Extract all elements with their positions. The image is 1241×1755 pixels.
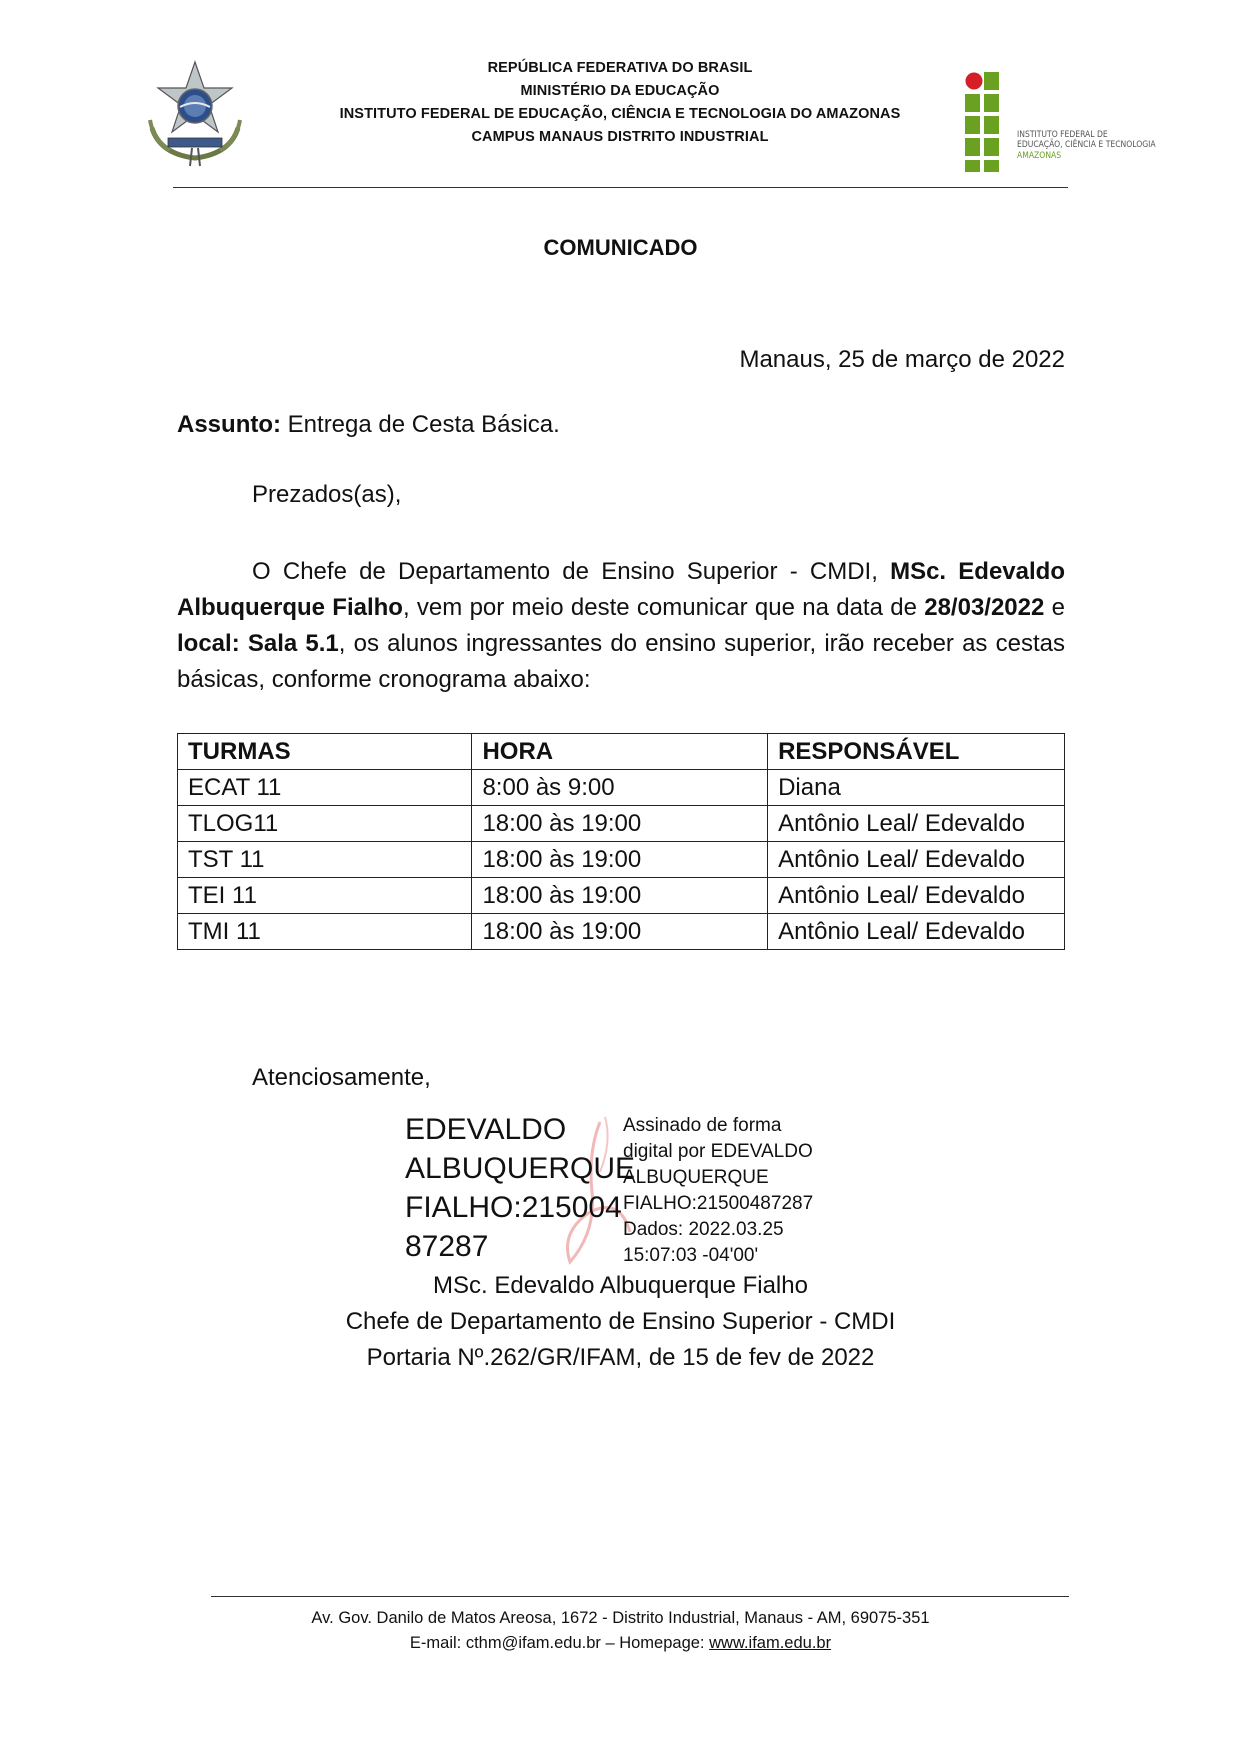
homepage-link[interactable]: www.ifam.edu.br [709, 1634, 832, 1652]
closing: Atenciosamente, [252, 1064, 431, 1091]
table-row [178, 914, 1065, 950]
ifam-logo-text-1: INSTITUTO FEDERAL DE [1017, 130, 1108, 140]
table-header-row [178, 734, 1065, 770]
body-text-4: , os alunos ingressantes do ensino superior, irão receber as cestas básicas, conforme cronograma abaixo: [177, 630, 1065, 693]
header-line-republic: REPÚBLICA FEDERATIVA DO BRASIL [487, 60, 753, 76]
cell-responsavel: Antônio Leal/ Edevaldo [768, 842, 1065, 878]
signer-name: MSc. Edevaldo Albuquerque Fialho [433, 1272, 808, 1299]
coat-of-arms-icon [140, 58, 250, 170]
header-responsavel: RESPONSÁVEL [768, 734, 1065, 770]
footer-contact [0, 1631, 1241, 1656]
signature-info [623, 1113, 813, 1269]
ifam-logo [965, 72, 1156, 172]
header-line-campus: CAMPUS MANAUS DISTRITO INDUSTRIAL [471, 129, 769, 145]
table-row [178, 806, 1065, 842]
cell-turma: TEI 11 [178, 878, 472, 914]
body-date: 28/03/2022 [924, 594, 1045, 621]
signature-name-line: EDEVALDO [405, 1113, 567, 1146]
footer-contact-text: E-mail: cthm@ifam.edu.br – Homepage: [409, 1634, 710, 1652]
table-row [178, 770, 1065, 806]
body-text-3: e [1044, 594, 1066, 621]
header-line-institute: INSTITUTO FEDERAL DE EDUCAÇÃO, CIÊNCIA E TECNOLOGIA DO AMAZONAS [339, 106, 901, 122]
cell-responsavel: Antônio Leal/ Edevaldo [768, 806, 1065, 842]
cell-hora: 18:00 às 19:00 [472, 878, 768, 914]
subject-text: Entrega de Cesta Básica. [281, 411, 560, 438]
footer-address: Av. Gov. Danilo de Matos Areosa, 1672 - Distrito Industrial, Manaus - AM, 69075-351 [311, 1609, 930, 1627]
header-divider [173, 187, 1068, 188]
footer-divider [211, 1596, 1069, 1597]
ifam-logo-icon [965, 72, 1015, 172]
signature-name [405, 1110, 635, 1266]
signature-name-line: 87287 [405, 1230, 489, 1263]
greeting: Prezados(as), [252, 481, 402, 508]
table-row [178, 842, 1065, 878]
schedule-table [177, 733, 1065, 950]
cell-responsavel: Diana [768, 770, 1065, 806]
header-turmas: TURMAS [178, 734, 472, 770]
signature-info-line: FIALHO:21500487287 [623, 1193, 814, 1214]
body-paragraph [177, 554, 1065, 698]
cell-responsavel: Antônio Leal/ Edevaldo [768, 914, 1065, 950]
signer-portaria: Portaria Nº.262/GR/IFAM, de 15 de fev de 2022 [366, 1344, 875, 1371]
signature-name-line: FIALHO:215004 [405, 1191, 622, 1224]
header-hora: HORA [472, 734, 768, 770]
cell-hora: 8:00 às 9:00 [472, 770, 768, 806]
ifam-logo-text-2: EDUCAÇÃO, CIÊNCIA E TECNOLOGIA [1017, 140, 1156, 150]
page-title: COMUNICADO [543, 235, 698, 260]
body-text-2: , vem por meio deste comunicar que na data de [402, 594, 925, 621]
document-date: Manaus, 25 de março de 2022 [739, 346, 1065, 373]
body-local: local: Sala 5.1 [177, 630, 339, 657]
cell-responsavel: Antônio Leal/ Edevaldo [768, 878, 1065, 914]
cell-hora: 18:00 às 19:00 [472, 842, 768, 878]
table-row [178, 878, 1065, 914]
signature-info-line: Dados: 2022.03.25 [623, 1219, 784, 1240]
signature-info-line: digital por EDEVALDO [623, 1141, 813, 1162]
subject-label: Assunto: [177, 411, 281, 438]
subject-line [177, 407, 1077, 443]
signature-name-line: ALBUQUERQUE [405, 1152, 636, 1185]
cell-hora: 18:00 às 19:00 [472, 806, 768, 842]
signer-role: Chefe de Departamento de Ensino Superior - CMDI [345, 1308, 896, 1335]
cell-turma: ECAT 11 [178, 770, 472, 806]
ifam-logo-text-3: AMAZONAS [1017, 151, 1062, 161]
signature-info-line: ALBUQUERQUE [623, 1167, 769, 1188]
body-text-1: O Chefe de Departamento de Ensino Superior - CMDI, [252, 558, 891, 585]
signature-info-line: 15:07:03 -04'00' [623, 1245, 759, 1266]
header-line-ministry: MINISTÉRIO DA EDUCAÇÃO [520, 83, 720, 99]
body-name: MSc. Edevaldo Albuquerque Fialho [177, 558, 1065, 621]
cell-turma: TMI 11 [178, 914, 472, 950]
cell-hora: 18:00 às 19:00 [472, 914, 768, 950]
cell-turma: TLOG11 [178, 806, 472, 842]
cell-turma: TST 11 [178, 842, 472, 878]
signature-info-line: Assinado de forma [623, 1115, 782, 1136]
